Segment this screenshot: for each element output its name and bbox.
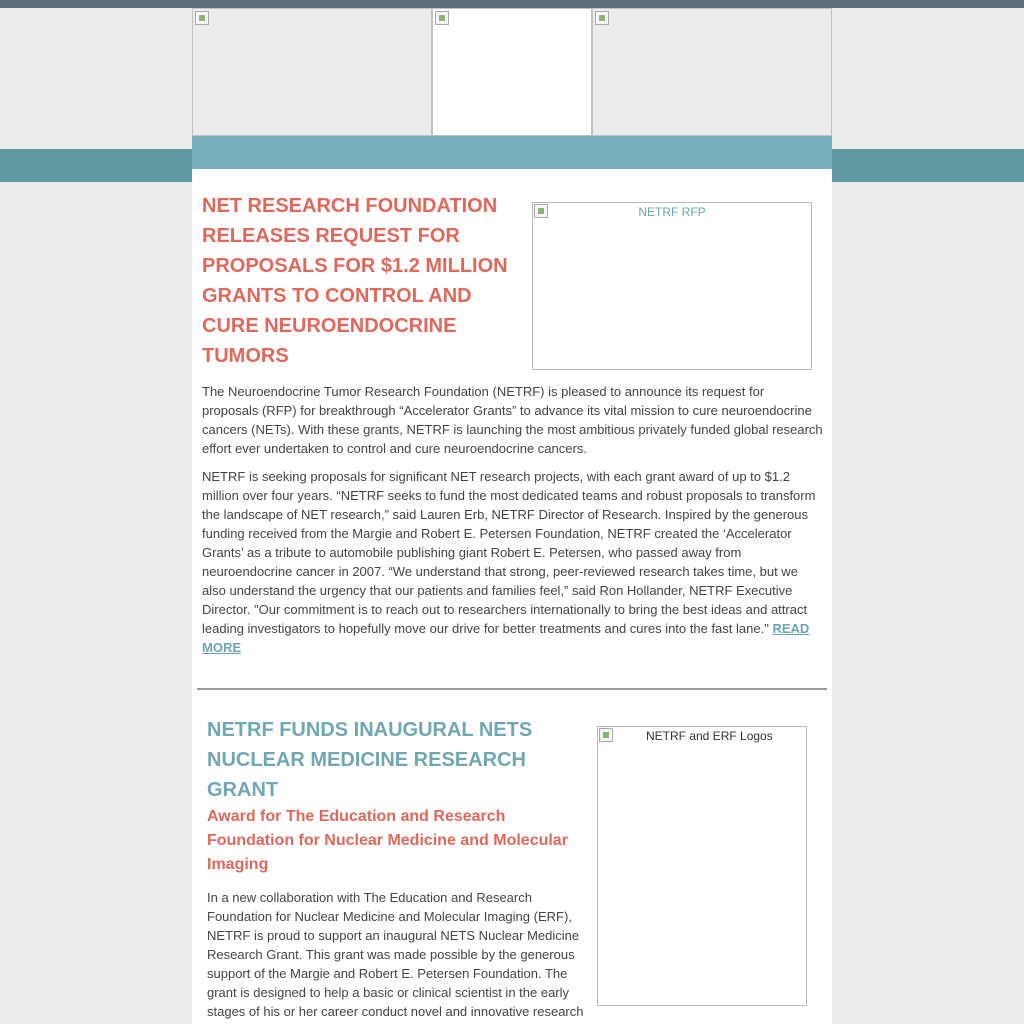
top-strip — [0, 0, 1024, 8]
article-1-paragraph-1: The Neuroendocrine Tumor Research Foundation (NETRF) is pleased to announce its request for proposals (RFP) for breakthrough “Accelerator Grants” to advance its vital mission to cure neuroendocrine cancers (NETs). With these grants, NETRF is launching the most ambitious privately funded global research effort ever undertaken to control and cure neuroendocrine cancers. — [202, 384, 823, 456]
article-2-paragraph-1: In a new collaboration with The Education and Research Foundation for Nuclear Medicine and Molecular Imaging (ERF), NETRF is proud to support an inaugural NETS Nuclear Medicine Research Grant. This grant was made possible by the generous support of the Margie and Robert E. Petersen Foundation. The grant is designed to help a basic or clinical scientist in the early stages of his or her career conduct novel and innovative research — [207, 890, 584, 1019]
broken-image-icon — [435, 11, 449, 25]
article-2-subtitle: Award for The Education and Research Foundation for Nuclear Medicine and Molecular Imaging — [207, 808, 568, 873]
nav-bar — [192, 136, 832, 169]
broken-image-icon — [595, 11, 609, 25]
erf-logos-image[interactable] — [597, 726, 807, 1006]
article-1-paragraph-2-text: NETRF is seeking proposals for significant NET research projects, with each grant award of up to $1.2 million over four years. “NETRF seeks to fund the most dedicated teams and robust proposals to transform the landscape of NET research,” said Lauren Erb, NETRF Director of Research. Inspired by the generous funding received from the Margie and Robert E. Petersen Foundation, NETRF created the ‘Accelerator Grants’ as a tribute to automobile publishing giant Robert E. Petersen, who passed away from neuroendocrine cancer in 2007. “We understand that strong, peer-reviewed research takes time, but we also understand the urgency that our patients and families feel,” said Ron Hollander, NETRF Executive Director. "Our commitment is to reach out to researchers internationally to bring the best ideas and attract leading investigators to hopefully move our drive for better treatments and cures into the fast lane." — [202, 469, 816, 636]
rfp-image[interactable] — [532, 202, 812, 370]
divider — [197, 688, 827, 690]
newsletter-content — [192, 169, 832, 1024]
broken-image-icon — [599, 728, 613, 742]
header-image-left[interactable] — [192, 8, 432, 136]
erf-logos-image-alt: NETRF and ERF Logos — [646, 729, 773, 743]
header-image-center[interactable] — [432, 8, 592, 136]
header-images — [192, 8, 832, 136]
article-1-paragraph-2 — [202, 467, 824, 657]
header-image-right[interactable] — [592, 8, 832, 136]
article-2-title: NETRF FUNDS INAUGURAL NETS NUCLEAR MEDICINE RESEARCH GRANT — [207, 719, 533, 801]
broken-image-icon — [195, 11, 209, 25]
rfp-image-alt: NETRF RFP — [638, 205, 706, 219]
article-1-title: NET RESEARCH FOUNDATION RELEASES REQUEST FOR PROPOSALS FOR $1.2 MILLION GRANTS TO CONTROL AND CURE NEUROENDOCRINE TUMORS — [202, 195, 508, 367]
read-more-link[interactable]: READ MORE — [202, 621, 810, 655]
